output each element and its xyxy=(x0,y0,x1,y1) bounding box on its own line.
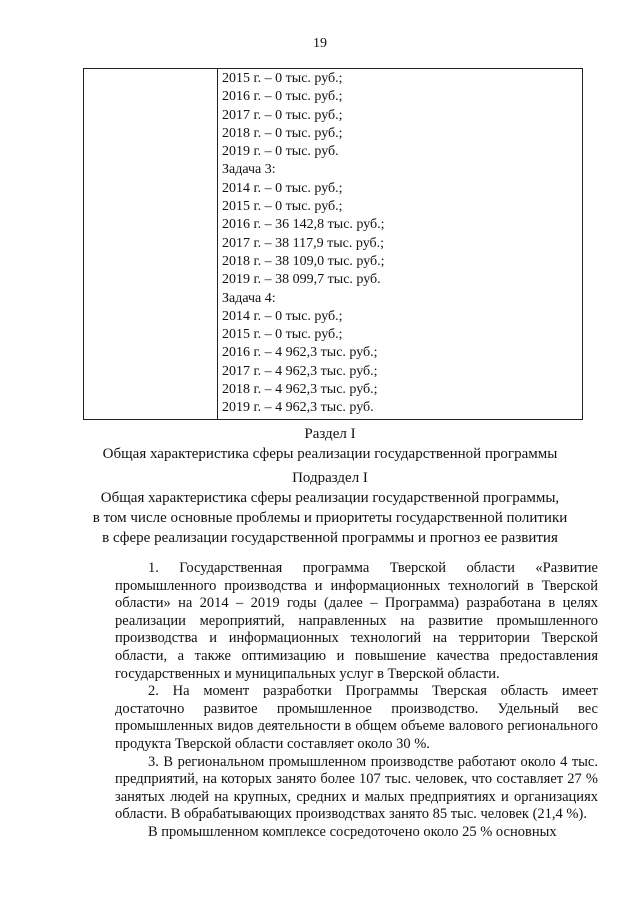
funding-table-label-cell xyxy=(84,69,218,420)
page-number: 19 xyxy=(313,36,327,51)
task-heading: Задача 4: xyxy=(222,290,276,306)
funding-line: 2016 г. – 36 142,8 тыс. руб.; xyxy=(222,217,385,233)
funding-table xyxy=(83,68,583,420)
subsection-title-line: в том числе основные проблемы и приоритеты государственной политики xyxy=(92,510,568,526)
funding-line: 2014 г. – 0 тыс. руб.; xyxy=(222,180,343,196)
funding-line: 2018 г. – 38 109,0 тыс. руб.; xyxy=(222,253,385,269)
funding-line: 2017 г. – 0 тыс. руб.; xyxy=(222,107,343,123)
funding-line: 2018 г. – 0 тыс. руб.; xyxy=(222,125,343,141)
section-heading xyxy=(80,424,580,464)
paragraph: 3. В региональном промышленном производстве работают около 4 тыс. предприятий, на которых занято более 107 тыс. человек, что составляет 27 % занятых людей на крупных, средних и малых предприятиях и организациях области. В обрабатывающих производствах занято 85 тыс. человек (21,4 %). xyxy=(115,753,598,823)
body-text xyxy=(115,560,598,842)
funding-line: 2017 г. – 4 962,3 тыс. руб.; xyxy=(222,363,378,379)
section-label: Раздел I xyxy=(304,426,356,442)
funding-line: 2015 г. – 0 тыс. руб.; xyxy=(222,327,343,343)
funding-line: 2018 г. – 4 962,3 тыс. руб.; xyxy=(222,382,378,398)
funding-line: 2015 г. – 0 тыс. руб.; xyxy=(222,71,343,86)
funding-line: 2019 г. – 38 099,7 тыс. руб. xyxy=(222,272,381,288)
funding-line: 2014 г. – 0 тыс. руб.; xyxy=(222,308,343,324)
task-heading: Задача 3: xyxy=(222,162,276,178)
funding-line: 2017 г. – 38 117,9 тыс. руб.; xyxy=(222,235,385,251)
section-title: Общая характеристика сферы реализации государственной программы xyxy=(102,446,558,462)
funding-line: 2019 г. – 0 тыс. руб. xyxy=(222,144,339,160)
subsection-title-line: в сфере реализации государственной программы и прогноз ее развития xyxy=(102,530,558,546)
funding-line: 2015 г. – 0 тыс. руб.; xyxy=(222,199,343,215)
subsection-label: Подраздел I xyxy=(292,470,368,486)
paragraph: 1. Государственная программа Тверской области «Развитие промышленного производства и информационных технологий в Тверской области» на 2014 – 2019 годы (далее – Программа) разработана в целях реализации мероприятий, направленных на развитие промышленного производства и информационных технологий на территории Тверской области, а также оптимизацию и повышение качества предоставления государственных и муниципальных услуг в Тверской области. xyxy=(115,560,598,682)
subsection-heading xyxy=(80,468,580,548)
funding-line: 2019 г. – 4 962,3 тыс. руб. xyxy=(222,400,374,416)
funding-line: 2016 г. – 4 962,3 тыс. руб.; xyxy=(222,345,378,361)
paragraph: 2. На момент разработки Программы Тверская область имеет достаточно развитое промышленное производство. Удельный вес промышленных видов деятельности в общем объеме валового регионального продукта Тверской области составляет около 30 %. xyxy=(115,683,598,752)
funding-line: 2016 г. – 0 тыс. руб.; xyxy=(222,89,343,105)
subsection-title-line: Общая характеристика сферы реализации государственной программы, xyxy=(100,490,560,506)
paragraph: В промышленном комплексе сосредоточено около 25 % основных xyxy=(148,823,557,840)
funding-table-values-cell xyxy=(218,69,583,420)
